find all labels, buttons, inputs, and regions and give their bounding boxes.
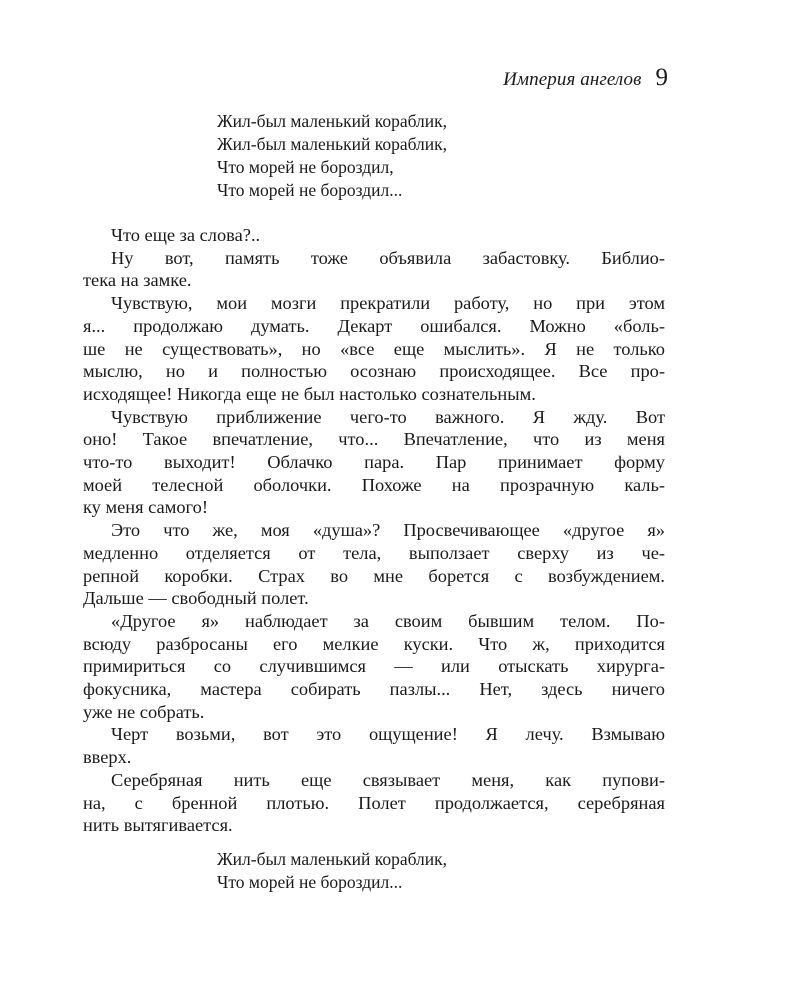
text-line: репной коробки. Страх во мне борется с возбуждением. bbox=[83, 565, 665, 586]
page-number: 9 bbox=[655, 64, 668, 91]
text-line: Чувствую, мои мозги прекратили работу, но при этом bbox=[111, 293, 665, 314]
text-line: тека на замке. bbox=[83, 270, 192, 291]
text-line: моей телесной оболочки. Похоже на прозрачную каль- bbox=[83, 474, 665, 495]
body-text bbox=[83, 224, 665, 837]
paragraph bbox=[83, 769, 665, 837]
verse-block-top bbox=[217, 110, 447, 202]
verse-line: Жил-был маленький кораблик, bbox=[217, 134, 448, 154]
paragraph bbox=[83, 610, 665, 724]
text-line: Черт возьми, вот это ощущение! Я лечу. Взмываю bbox=[111, 724, 665, 745]
verse-line: Что морей не бороздил... bbox=[217, 180, 403, 200]
text-line: мыслю, но и полностью осознаю происходящее. Все про- bbox=[83, 361, 665, 382]
text-line: Чувствую приближение чего-то важного. Я жду. Вот bbox=[111, 406, 665, 427]
text-line: исходящее! Никогда еще не был настолько сознательным. bbox=[83, 383, 536, 404]
text-line: Дальше — свободный полет. bbox=[83, 588, 309, 609]
text-line: примириться со случившимся — или отыскать хирурга- bbox=[83, 656, 665, 677]
book-title: Империя ангелов bbox=[503, 69, 642, 90]
text-line: оно! Такое впечатление, что... Впечатление, что из меня bbox=[83, 429, 665, 450]
text-line: уже не собрать. bbox=[83, 701, 205, 722]
text-line: «Другое я» наблюдает за своим бывшим телом. По- bbox=[111, 610, 665, 631]
verse-block-bottom bbox=[217, 848, 447, 894]
text-line: ше не существовать», но «все еще мыслить». Я не только bbox=[83, 338, 665, 359]
text-line: ку меня самого! bbox=[83, 497, 208, 518]
text-line: Это что же, моя «душа»? Просвечивающее «другое я» bbox=[111, 520, 665, 541]
verse-line: Жил-был маленький кораблик, bbox=[217, 849, 448, 869]
paragraph bbox=[83, 519, 665, 610]
verse-line: Что морей не бороздил, bbox=[217, 157, 394, 177]
text-line: Серебряная нить еще связывает меня, как пупови- bbox=[111, 769, 665, 790]
text-line: Ну вот, память тоже объявила забастовку. Библио- bbox=[111, 247, 665, 268]
text-line: фокусника, мастера собирать пазлы... Нет, здесь ничего bbox=[83, 679, 665, 700]
paragraph bbox=[83, 224, 665, 247]
paragraph bbox=[83, 292, 665, 406]
text-line: вверх. bbox=[83, 747, 132, 768]
text-line: медленно отделяется от тела, выползает сверху из че- bbox=[83, 542, 665, 563]
paragraph bbox=[83, 723, 665, 768]
paragraph bbox=[83, 406, 665, 520]
verse-line: Жил-был маленький кораблик, bbox=[217, 111, 448, 131]
running-header bbox=[440, 64, 668, 98]
text-line: всюду разбросаны его мелкие куски. Что ж, приходится bbox=[83, 633, 665, 654]
text-line: на, с бренной плотью. Полет продолжается, серебряная bbox=[83, 792, 665, 813]
text-line: Что еще за слова?.. bbox=[111, 225, 261, 245]
text-line: что-то выходит! Облачко пара. Пар принимает форму bbox=[83, 452, 665, 473]
text-line: нить вытягивается. bbox=[83, 815, 233, 836]
text-line: я... продолжаю думать. Декарт ошибался. Можно «боль- bbox=[83, 315, 665, 336]
paragraph bbox=[83, 247, 665, 292]
verse-line: Что морей не бороздил... bbox=[217, 872, 403, 892]
